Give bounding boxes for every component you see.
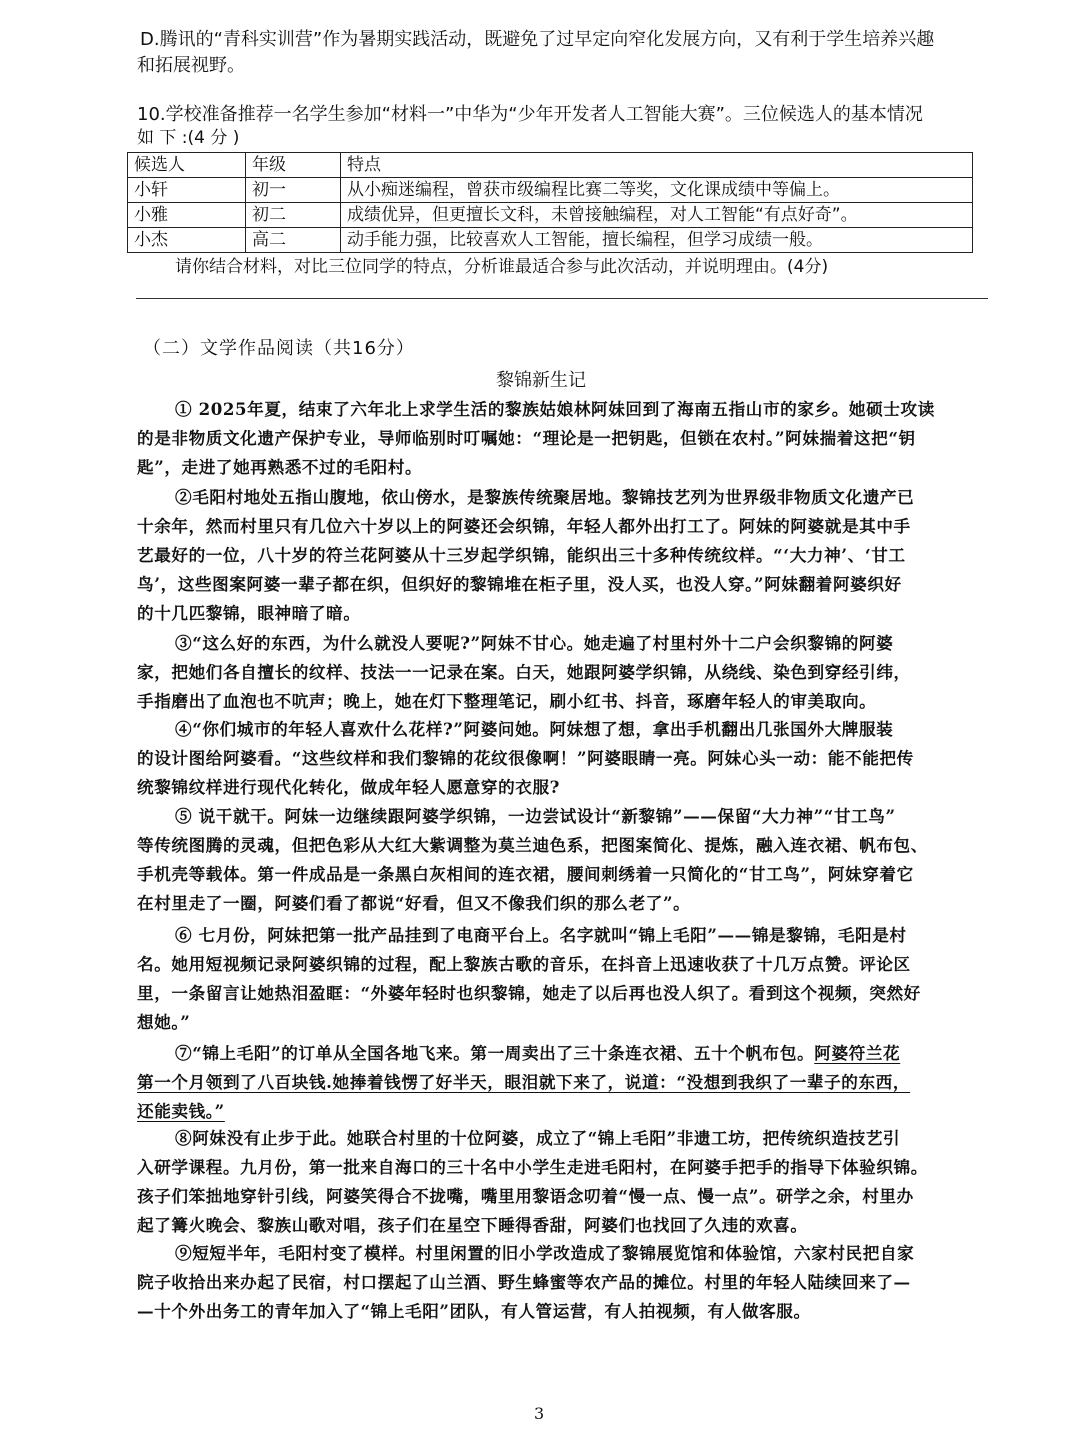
page-number: 3 (534, 1404, 545, 1423)
question-10-line2: 如 下 :(4 分 ) (137, 128, 240, 148)
answer-line (136, 298, 988, 299)
paragraph-line: 名。她用短视频记录阿婆织锦的过程，配上黎族古歌的音乐，在抖音上迅速收获了十几万点赞。评论区 (137, 954, 911, 974)
table-cell: 小轩 (128, 178, 246, 203)
paragraph-line: 手机壳等载体。第一件成品是一条黑白灰相间的连衣裙，腰间刺绣着一只简化的“甘工鸟”，阿妹穿着它 (137, 864, 914, 884)
paragraph-line: 鸟’，这些图案阿婆一辈子都在织，但织好的黎锦堆在柜子里，没人买，也没人穿。”阿妹翻着阿婆织好 (137, 574, 902, 594)
table-row (128, 228, 973, 253)
paragraph-line: 入研学课程。九月份，第一批来自海口的三十名中小学生走进毛阳村，在阿婆手把手的指导下体验织锦。 (137, 1157, 928, 1177)
paragraph-line: 的是非物质文化遗产保护专业，导师临别时叮嘱她：“理论是一把钥匙，但锁在农村。”阿妹揣着这把“钥 (137, 428, 916, 448)
paragraph-line: ④“你们城市的年轻人喜欢什么花样?”阿婆问她。阿妹想了想，拿出手机翻出几张国外大牌服装 (175, 719, 894, 739)
paragraph-line: ① 2025年夏，结束了六年北上求学生活的黎族姑娘林阿妹回到了海南五指山市的家乡。她硕士攻读 (175, 399, 935, 419)
paragraph-line: ⑧阿妹没有止步于此。她联合村里的十位阿婆，成立了“锦上毛阳”非遗工坊，把传统织造技艺引 (175, 1128, 901, 1148)
question-10-line1: 10.学校准备推荐一名学生参加“材料一”中华为“少年开发者人工智能大赛”。三位候选人的基本情况 (137, 104, 923, 125)
table-row (128, 203, 973, 228)
table-cell: 高二 (246, 228, 341, 253)
table-cell: 初二 (246, 203, 341, 228)
paragraph-line: 第一个月领到了八百块钱.她捧着钱愣了好半天，眼泪就下来了，说道：“没想到我织了一辈子的东西， (137, 1072, 911, 1092)
paragraph-line: ⑨短短半年，毛阳村变了模样。村里闲置的旧小学改造成了黎锦展览馆和体验馆，六家村民把自家 (175, 1243, 915, 1263)
paragraph-line: 起了篝火晚会、黎族山歌对唱，孩子们在星空下睡得香甜，阿婆们也找回了久违的欢喜。 (137, 1215, 808, 1235)
table-cell: 小杰 (128, 228, 246, 253)
paragraph-line: 里，一条留言让她热泪盈眶：“外婆年轻时也织黎锦，她走了以后再也没人织了。看到这个视频，突然好 (137, 983, 921, 1003)
paragraph-line: ⑥ 七月份，阿妹把第一批产品挂到了电商平台上。名字就叫“锦上毛阳”——锦是黎锦，毛阳是村 (175, 925, 907, 945)
paragraph-line: 的设计图给阿婆看。“这些纹样和我们黎锦的花纹很像啊！”阿婆眼睛一亮。阿妹心头一动：能不能把传 (137, 748, 914, 768)
header-grade: 年级 (246, 153, 341, 178)
paragraph-line (175, 1040, 900, 1064)
paragraph-line: —十个外出务工的青年加入了“锦上毛阳”团队，有人管运营，有人拍视频，有人做客服。 (137, 1301, 811, 1321)
paragraph-line: 想她。” (137, 1012, 191, 1032)
story-title: 黎锦新生记 (496, 370, 586, 391)
paragraph-line: 艺最好的一位，八十岁的符兰花阿婆从十三岁起学织锦，能织出三十多种传统纹样。“‘大力神’、‘甘工 (137, 545, 906, 565)
paragraph-line: ③“这么好的东西，为什么就没人要呢?”阿妹不甘心。她走遍了村里村外十二户会织黎锦的阿婆 (175, 633, 894, 653)
underlined-text: 阿婆符兰花 (814, 1043, 901, 1063)
paragraph-line: 等传统图腾的灵魂，但把色彩从大红大紫调整为莫兰迪色系，把图案简化、提炼，融入连衣裙、帆布包、 (137, 835, 928, 855)
paragraph-line: 孩子们笨拙地穿针引线，阿婆笑得合不拢嘴，嘴里用黎语念叨着“慢一点、慢一点”。研学之余，村里办 (137, 1186, 914, 1206)
header-traits: 特点 (341, 153, 973, 178)
paragraph-line: 统黎锦纹样进行现代化转化，做成年轻人愿意穿的衣服? (137, 777, 560, 797)
section-heading: （二）文学作品阅读（共16分） (143, 338, 415, 359)
option-d-line2: 和拓展视野。 (137, 55, 245, 76)
candidate-table (127, 152, 973, 253)
question-10-prompt: 请你结合材料，对比三位同学的特点，分析谁最适合参与此次活动，并说明理由。(4分) (175, 257, 829, 277)
paragraph-line: ⑤ 说干就干。阿妹一边继续跟阿婆学织锦，一边尝试设计“新黎锦”——保留“大力神”“甘工鸟” (175, 806, 896, 826)
paragraph-line: 在村里走了一圈，阿婆们看了都说“好看，但又不像我们织的那么老了”。 (137, 893, 691, 913)
paragraph-line: 家，把她们各自擅长的纹样、技法一一记录在案。白天，她跟阿婆学织锦，从绕线、染色到穿经引纬， (137, 662, 911, 682)
paragraph-line: ②毛阳村地处五指山腹地，依山傍水，是黎族传统聚居地。黎锦技艺列为世界级非物质文化遗产已 (175, 487, 915, 507)
paragraph-line: 手指磨出了血泡也不吭声；晚上，她在灯下整理笔记，刷小红书、抖音，琢磨年轻人的审美取向。 (137, 691, 877, 711)
table-cell: 动手能力强，比较喜欢人工智能，擅长编程，但学习成绩一般。 (341, 228, 973, 253)
paragraph-text: ⑦“锦上毛阳”的订单从全国各地飞来。第一周卖出了三十条连衣裙、五十个帆布包。 (175, 1043, 815, 1063)
paragraph-line: 的十几匹黎锦，眼神暗了暗。 (137, 603, 361, 623)
table-cell: 成绩优异，但更擅长文科，未曾接触编程，对人工智能“有点好奇”。 (341, 203, 973, 228)
table-header-row (128, 153, 973, 178)
paragraph-line: 院子收拾出来办起了民宿，村口摆起了山兰酒、野生蜂蜜等农产品的摊位。村里的年轻人陆续回来了— (137, 1272, 911, 1292)
option-d-line1: D.腾讯的“青科实训营”作为暑期实践活动，既避免了过早定向窄化发展方向，又有利于学生培养兴趣 (140, 29, 935, 50)
header-candidate: 候选人 (128, 153, 246, 178)
table-row (128, 178, 973, 203)
paragraph-line: 匙”，走进了她再熟悉不过的毛阳村。 (137, 457, 423, 477)
table-cell: 初一 (246, 178, 341, 203)
table-cell: 从小痴迷编程，曾获市级编程比赛二等奖，文化课成绩中等偏上。 (341, 178, 973, 203)
table-cell: 小雅 (128, 203, 246, 228)
paragraph-line: 还能卖钱。” (137, 1101, 225, 1121)
paragraph-line: 十余年，然而村里只有几位六十岁以上的阿婆还会织锦，年轻人都外出打工了。阿妹的阿婆就是其中手 (137, 516, 911, 536)
